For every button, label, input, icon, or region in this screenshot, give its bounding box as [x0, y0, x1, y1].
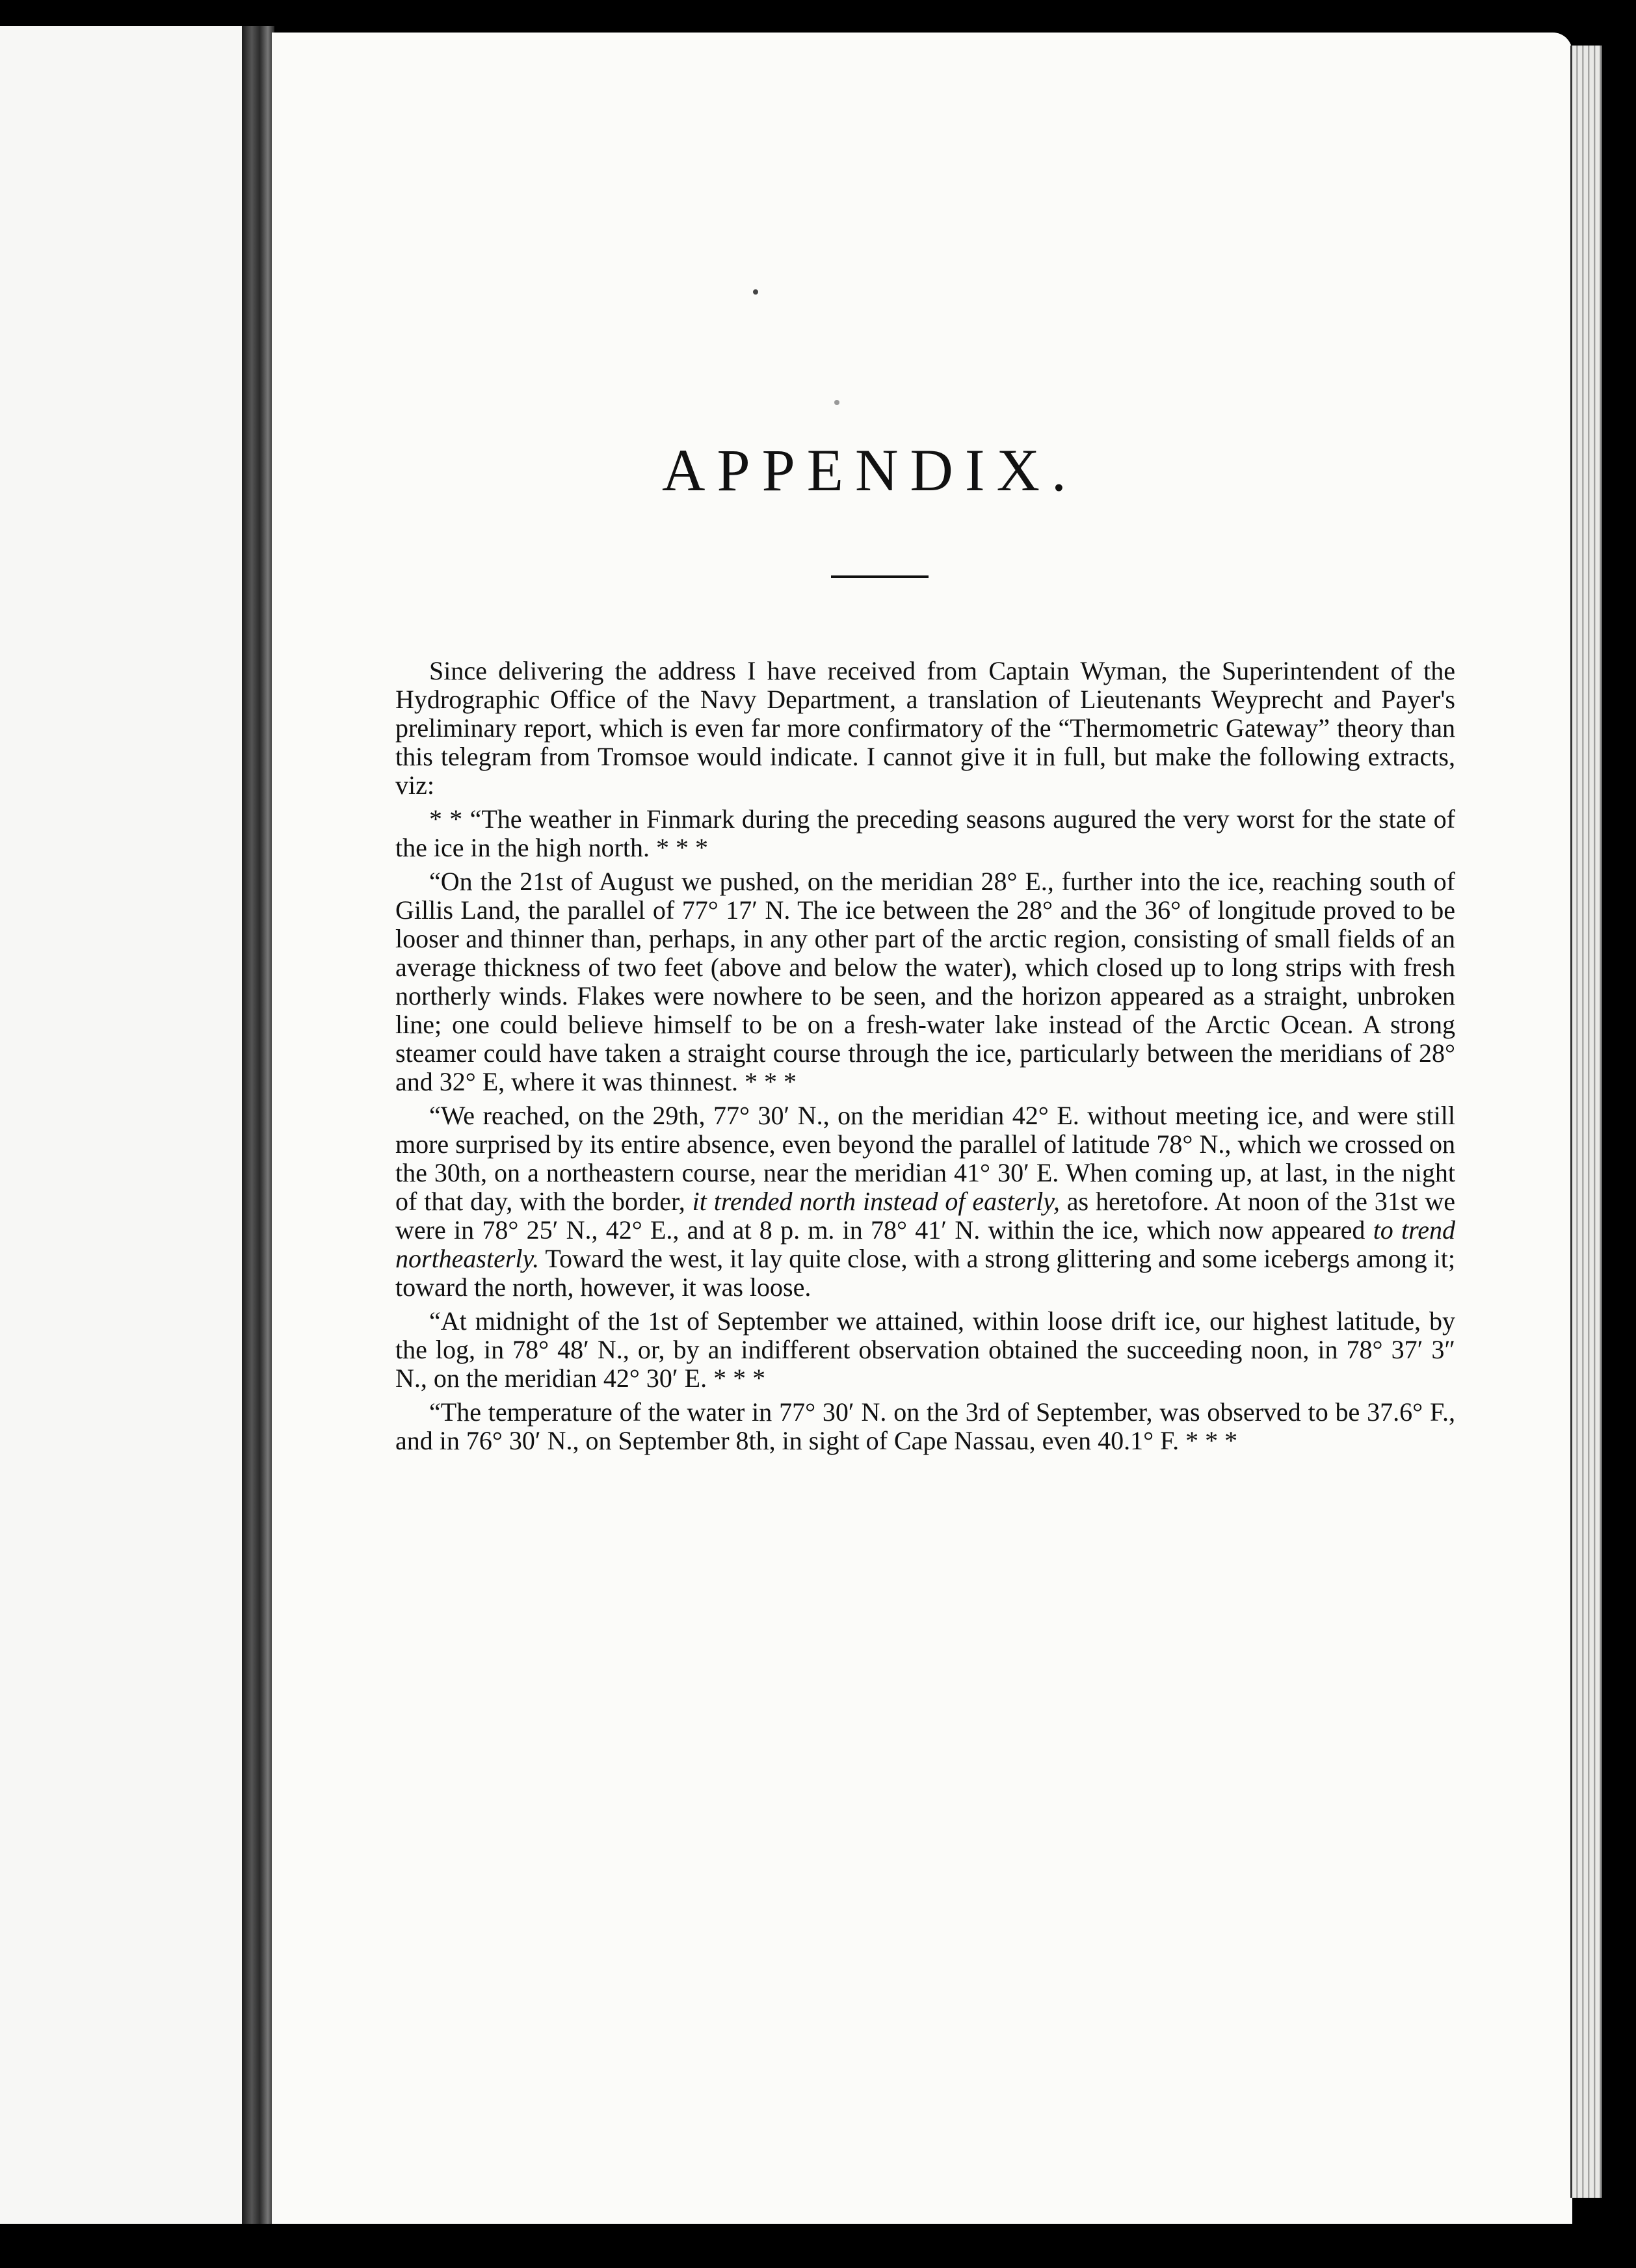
paragraph-intro: Since delivering the address I have received from Captain Wyman, the Superintendent of the Hydrographic Office of the Navy Department, a translation of Lieutenants Weyprecht and Payer's preliminary report, which is even far more confirmatory of the “Thermometric Gateway” theory than this telegram from Tromsoe would indicate. I cannot give it in full, but make the following extracts, viz: — [395, 656, 1455, 800]
paragraph-29th-part-b: as heretofore. At noon of the 31st we were in 78° 25′ N., 42° E., and at 8 p. m. in 78° 41′ N. within the ice, which now appeared — [395, 1187, 1455, 1245]
body-text — [395, 657, 1455, 1460]
paragraph-september: “At midnight of the 1st of September we attained, within loose drift ice, our highest latitude, by the log, in 78° 48′ N., or, by an indifferent observation obtained the succeeding noon, in 78° 37′ 3″ N., on the meridian 42° 30′ E. * * * — [395, 1306, 1455, 1393]
page-edges — [1570, 46, 1602, 2198]
title-rule — [831, 575, 929, 578]
paragraph-29th-part-a: “We reached, on the 29th, 77° 30′ N., on the meridian 42° E. without meeting ice, and were still more surprised by its entire absence, even beyond the parallel of latitude 78° N., which we crossed on the 30th, on a northeastern course, near the meridian 41° 30′ E. When coming up, at last, in the night of that day, with the border, — [395, 1101, 1455, 1216]
left-page — [0, 26, 250, 2224]
right-page — [272, 33, 1572, 2224]
paragraph-29th-emphasis-2: to trend northeasterly. — [395, 1215, 1456, 1273]
paragraph-finmark: * * “The weather in Finmark during the preceding seasons augured the very worst for the state of the ice in the high north. * * * — [395, 804, 1455, 862]
paragraph-august: “On the 21st of August we pushed, on the meridian 28° E., further into the ice, reaching south of Gillis Land, the parallel of 77° 17′ N. The ice between the 28° and the 36° of longitude proved to be looser and thinner than, perhaps, in any other part of the arctic region, consisting of small fields of an average thickness of two feet (above and below the water), which closed up to long strips with fresh northerly winds. Flakes were nowhere to be seen, and the horizon appeared as a straight, unbroken line; one could believe himself to be on a fresh-water lake instead of the Arctic Ocean. A strong steamer could have taken a straight course through the ice, particularly between the meridians of 28° and 32° E, where it was thinnest. * * * — [395, 867, 1455, 1096]
paragraph-29th — [395, 1101, 1455, 1302]
paragraph-29th-part-c: Toward the west, it lay quite close, with a strong glittering and some icebergs among it; toward the north, however, it was loose. — [395, 1244, 1455, 1302]
paragraph-29th-emphasis-1: it trended north instead of easterly, — [692, 1187, 1060, 1216]
paragraph-temperature: “The temperature of the water in 77° 30′ N. on the 3rd of September, was observed to be 37.6° F., and in 76° 30′ N., on September 8th, in sight of Cape Nassau, even 40.1° F. * * * — [395, 1397, 1455, 1455]
page-title: APPENDIX. — [662, 437, 1078, 503]
speck — [753, 289, 758, 295]
speck — [834, 400, 839, 405]
book-spine — [242, 26, 274, 2224]
